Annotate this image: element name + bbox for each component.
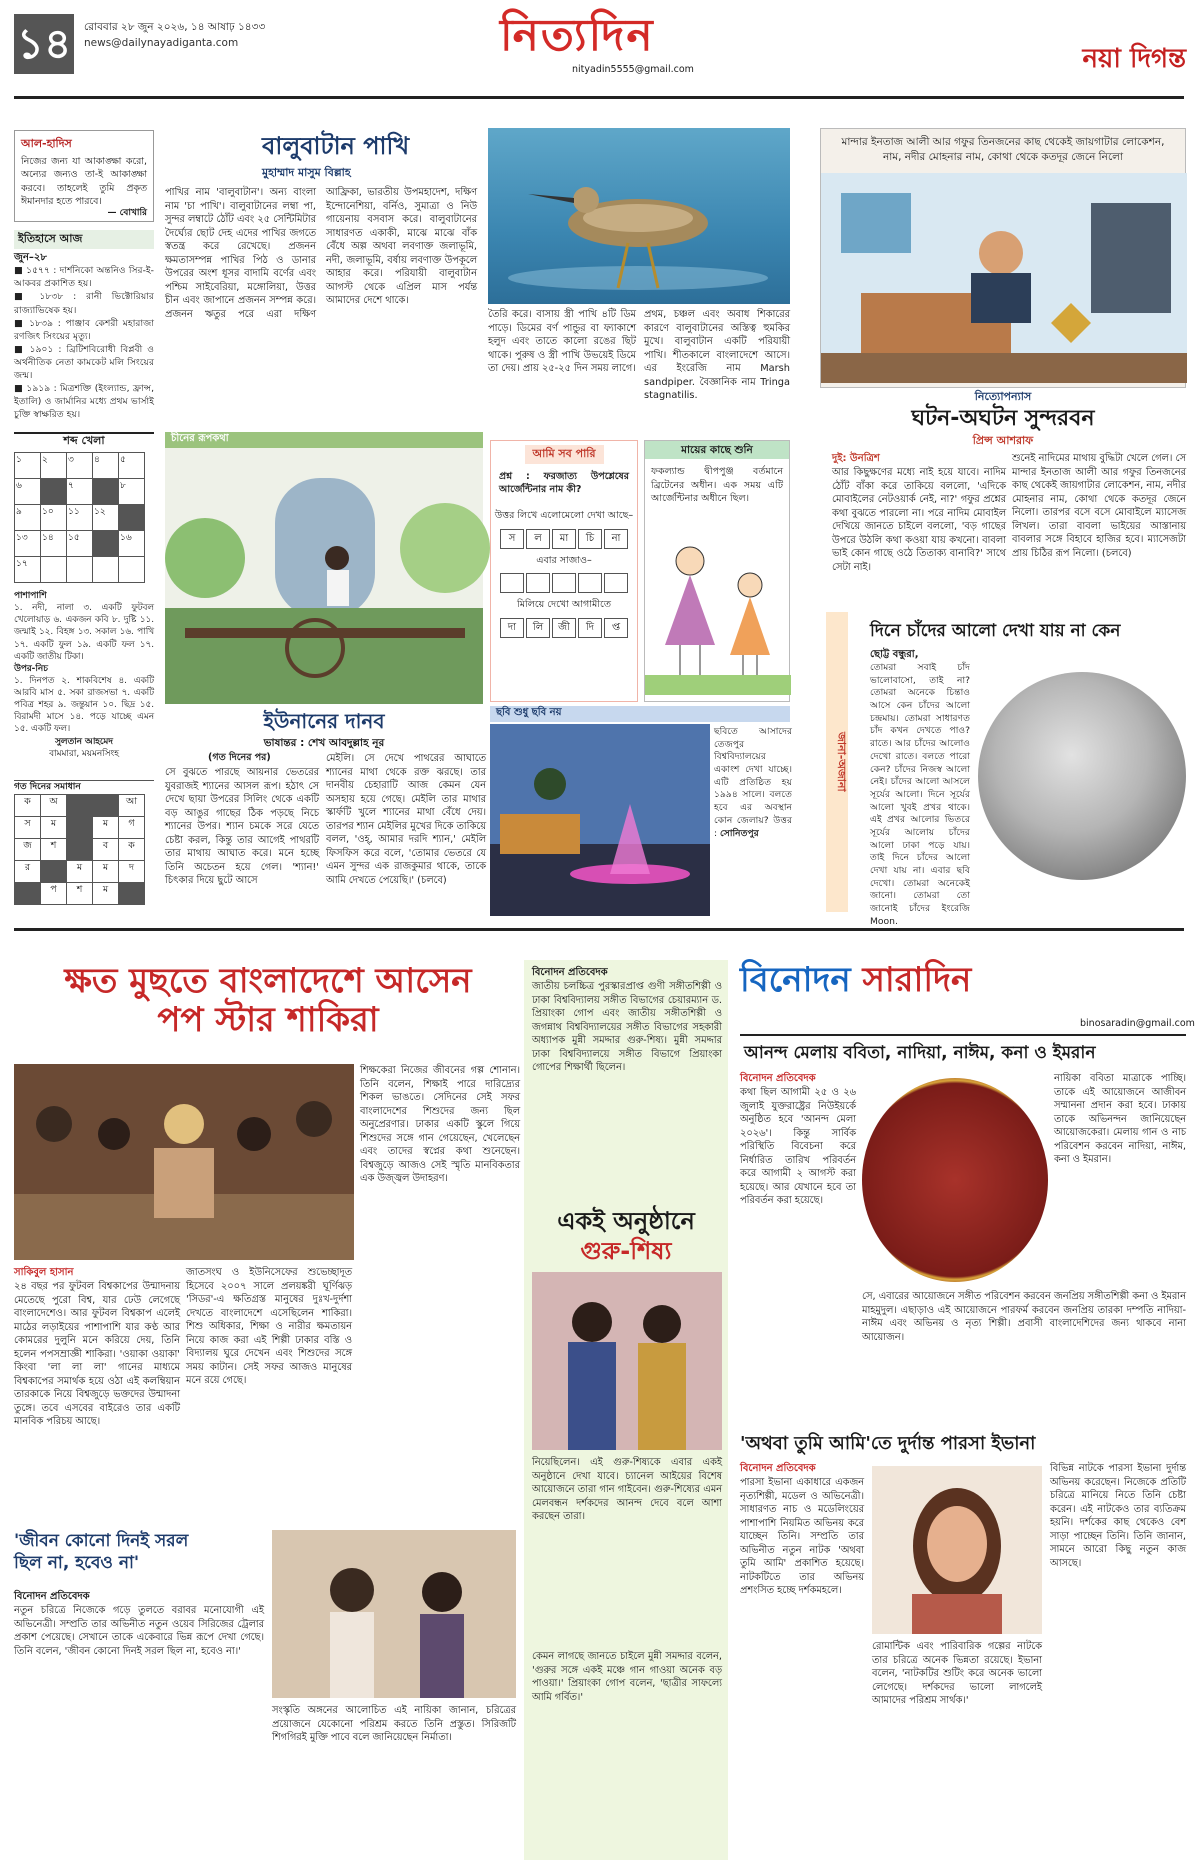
binodon-headline: আনন্দ মেলায় ববিতা, নাদিয়া, নাঈম, কনা ও ইমরান <box>744 1043 1096 1063</box>
hadis-title: আল-হাদিস <box>21 137 72 150</box>
section-title: নিত্যদিন <box>500 10 655 61</box>
quiz-cell: দা <box>500 618 524 638</box>
solution-cell: ক <box>119 839 145 861</box>
puzzle-author: সুলতান আহমেদ <box>55 736 113 747</box>
crossword-cell[interactable]: ১৬ <box>119 531 145 557</box>
jibon-body-2: সংস্কৃতি অঙ্গনের আলোচিত এই নায়িকা জানান, চরিত্রের প্রয়োজনে যেকোনো পরিশ্রম করতে তিনি প্রস্তুত। সিরিজটি শিগগিরই মুক্তি পাবে বলে জানিয়েছেন নির্মাতা। <box>272 1705 516 1744</box>
shakira-body-2: জাতসংঘ ও ইউনিসেফের শুভেচ্ছাদূত হিসেবে ২০০৭ সালে প্রলয়ঙ্করী ঘূর্ণিঝড় 'সিডর'-এ ক্ষতিগ্রস্ত মানুষের দুঃখ-দুর্দশা দেখতে বাংলাদেশে এসেছিলেন শাকিরা। শিশু অধিকার, শিক্ষা ও নারীর ক্ষমতায়ন নিয়ে কাজ করা এই শিল্পী ঢাকার বস্তি ও বিদ্যালয় ঘুরে দেখেন এবং শিশুদের সঙ্গে সময় কাটান। সেই সফর আজও মানুষের মনে রয়ে গেছে। <box>186 1267 352 1387</box>
quiz-cell: মা <box>552 529 576 549</box>
down-title: উপর-নিচ <box>14 663 48 674</box>
bird-body: পাখির নাম 'বালুবাটান'। অন্য বাংলা নাম 'চা পাখি'। বালুবাটানের লম্বা পা, সুন্দর লম্বাটে ঠোঁট এবং ২৫ সেন্টিমিটার দৈর্ঘ্যের ছোট দেহ এদের পাখির জগতে স্বতন্ত্র করে রেখেছে। প্রজনন ক্ষমতাসম্পন্ন পাখির পিঠ ও ডানার উপরের অংশ ধূসর বাদামি বর্ণের এবং পশ্চিম সাইবেরিয়া, মঙ্গোলিয়া, উত্তর চীন এবং জাপানে প্রজনন সম্পন্ন করে। প্রজনন ঋতুর পরে এরা দক্ষিণ আফ্রিকা, ভারতীয় উপমহাদেশ, দক্ষিণ ইন্দোনেশিয়া, বর্নিও, সুমাত্রা ও নিউ গায়েনায় বসবাস করে। বালুবাটানের সাধারণত একাকী, মাঝে মাঝে বাঁক বেঁধে অল্প অথবা লবণাক্ত জলাভূমি, নদী, জলাভূমি, বর্ষায় লবণাক্ত উপকূলে আহার করে। পরিযায়ী বালুবাটান আগস্ট থেকে এপ্রিল মাস পর্যন্ত আমাদের দেশে থাকে। <box>165 187 477 320</box>
ivana-byline: বিনোদন প্রতিবেদক <box>740 1463 816 1474</box>
header-rule <box>14 96 1184 99</box>
fairy-translator: ভাষান্তর : শেখ আবদুল্লাহ নূর <box>263 737 385 749</box>
solution-cell: শ <box>41 839 67 861</box>
guru-byline: বিনোদন প্রতিবেদক <box>532 967 608 978</box>
crossword-cell[interactable]: ৩ <box>67 453 93 479</box>
puzzle-clues <box>14 590 154 780</box>
crossword-cell[interactable]: ১২ <box>93 505 119 531</box>
fairy-illustration <box>165 448 483 704</box>
jibon-title: 'জীবন কোনো দিনই সরল ছিল না, হবেও না' <box>14 1531 189 1574</box>
novel-body: আর কিছুক্ষণের মধ্যে নাই হয়ে যাবে। নাদিম ঠোঁট বাঁকা করে তাকিয়ে বললো, 'এদিকে মোবাইলের নেটওয়ার্ক নেই, না?' গফুর প্রশ্নের কথা বুঝতে পারলো না। পরে নাদিম মোবাইল দেখিয়ে জানতে চাইলে বললো, 'বড় গাছের উপরে উঠলি কথা কওয়া যায় কখনো। বাবলা ভাই কোন গাছে ওঠে তিতাক্য বানাবি?' সাথে সেটা নাই। <box>832 467 1006 573</box>
quiz-cell[interactable] <box>500 573 524 593</box>
garden-image <box>165 448 483 704</box>
binodon-body-3: সে, এবারের আয়োজনে সঙ্গীত পরিবেশন করবেন জনপ্রিয় সঙ্গীতশিল্পী কনা ও ইমরান মাহমুদুল। এছাড়াও এই আয়োজনে পারফর্ম করবেন জনপ্রিয় তারকা দম্পতি নাদিয়া-নাঈম এবং অভিনয় ও নৃত্য শিল্পী। প্রবাসী বাংলাদেশিদের জন্য থাকবে নানা আয়োজন। <box>862 1291 1186 1343</box>
bird-body-2: তৈরি করে। বাসায় স্ত্রী পাখি ৪টি ডিম পাড়ে। ডিমের বর্ণ পান্ডুর বা ফ্যাকাশে হলুদ এবং তাতে কালো রঙের ছিট থাকে। পুরুষ ও স্ত্রী পাখি উভয়েই ডিমে তা দেয়। প্রায় ২৫-২৫ দিন সময় লাগে। <box>488 309 636 375</box>
binodon-byline: বিনোদন প্রতিবেদক <box>740 1073 816 1084</box>
solution-cell <box>67 839 93 861</box>
crossword-cell[interactable]: ১১ <box>67 505 93 531</box>
solution-cell: ক <box>15 795 41 817</box>
header-email[interactable]: news@dailynayadiganta.com <box>84 36 239 49</box>
ivana-title: 'অথবা তুমি আমি'তে দুর্দান্ত পারসা ইভানা <box>740 1433 1036 1454</box>
down-clues: ১. দিনপত ২. শাকবিশেষ ৪. একটি আরবি মাস ৫. সকা রাজসভা ৭. একটি পবিত্র শহর ৯. জন্তুয়ান ১০. ছিদ্র ১৫. বিরামদী মাসে ১৪. পড়ে যাচ্ছে এমন ১৫. একটি ফল। <box>14 675 154 735</box>
shakira-children-image <box>14 1064 354 1260</box>
ivana-body: পারসা ইভানা একাধারে একজন নৃত্যশিল্পী, মডেল ও অভিনেত্রী। সাধারণত নাচ ও মডেলিংয়ের পাশাপাশি নিয়মিত অভিনয় করে যাচ্ছেন তিনি। সম্প্রতি তার অভিনীত নতুন নাটক 'অথবা তুমি আমি' প্রকাশিত হয়েছে। নাটকটিতে তার অভিনয় প্রশংসিত হচ্ছে দর্শকমহলে। <box>740 1477 864 1597</box>
solution-title: গত দিনের সমাধান <box>14 780 154 793</box>
solution-cell: স <box>15 817 41 839</box>
crossword-cell[interactable]: ৬ <box>15 479 41 505</box>
ivana-body-2: রোমান্টিক এবং পারিবারিক গল্পের নাটকে তার চরিত্রে অনেক ভিন্নতা রয়েছে। ইভানা বলেন, 'নাটকটির শুটিং করে অনেক ভালো লেগেছে। দর্শকদের ভালো লাগলেই আমাদের পরিশ্রম সার্থক।' <box>872 1641 1042 1707</box>
solution-cell <box>15 883 41 905</box>
ivana-photo <box>872 1466 1042 1634</box>
photo-answer: সোনিতপুর <box>720 827 759 839</box>
binodon-body: কথা ছিল আগামী ২৫ ও ২৬ জুলাই যুক্তরাষ্ট্রের নিউইয়র্কে অনুষ্ঠিত হবে 'আনন্দ মেলা ২০২৬'। কিন্তু সার্বিক পরিস্থিতি বিবেচনা করে নির্ধারিত তারিখ পরিবর্তন করে আগামী ২ আগস্ট করা হয়েছে। আর যেখানে হবে তা পরিবর্তন করা হয়েছে। <box>740 1087 856 1207</box>
quiz-cell[interactable] <box>578 573 602 593</box>
photo-caption: ছবিতে আসাদের তেজপুর বিশ্ববিদ্যালয়ের একাংশ দেখা যাচ্ছে। এটি প্রতিষ্ঠিত হয় ১৯৯৪ সালে। বলতে হবে এর অবস্থান কোন জেলায়? উত্তর : সোনিতপুর <box>714 726 792 839</box>
itihas-date: জুন–২৮ <box>14 251 47 263</box>
solution-cell: প <box>41 883 67 905</box>
solution-cell <box>119 883 145 905</box>
solution-cell: দ <box>119 861 145 883</box>
solution-cell <box>67 795 93 817</box>
solution-cell: ম <box>93 883 119 905</box>
quiz-cell[interactable] <box>552 573 576 593</box>
solution-cell <box>41 861 67 883</box>
mother-box <box>644 440 790 702</box>
shakira-photo <box>14 1064 354 1260</box>
novel-author: প্রিন্স আশরাফ <box>972 434 1034 447</box>
moon-body: তোমরা সবাই চাঁদ ভালোবাসো, তাই না? তোমরা অনেকে চিন্তাও আসে কেন চাঁদের আলো চন্দ্রমায়। তোমরা সাধারণত চাঁদ কখন দেখতে পাও? রাতে। আর চাঁদের আলোও দেখো রাতে। বলতে পারো কেন? চাঁদের নিজস্ব আলো নেই। চাঁদের আলো আসলে সূর্যের আলো। দিনে সূর্যের আলো খুবই প্রখর থাকে। এই প্রখর আলোর ভিতরে সূর্যের আলোয় চাঁদের আলো ঢাকা পড়ে যায়। তাই দিনে চাঁদের আলো দেখা যায় না। এবার ছবি দেখো। তোমরা অনেকেই জানো। তোমরা তো জানোই চাঁদের ইংরেজি Moon. <box>870 662 970 927</box>
guru-body: জাতীয় চলচ্চিত্র পুরস্কারপ্রাপ্ত গুণী সঙ্গীতশিল্পী ও ঢাকা বিশ্ববিদ্যালয় সঙ্গীত বিভাগের চেয়ারম্যান ড. প্রিয়াংকা গোপ এবং জাতীয় সঙ্গীতশিল্পী ও জগন্নাথ বিশ্ববিদ্যালয়ের সঙ্গীত বিভাগের সহকারী অধ্যাপক মুন্নী সমদ্দার গুরু-শিষ্য। মুন্নী সমদ্দার ঢাকা বিশ্ববিদ্যালয়ে সঙ্গীত বিভাগে প্রিয়াংকা গোপের শিক্ষার্থী ছিলেন। <box>532 981 722 1074</box>
solution-cell: ব <box>93 839 119 861</box>
guru-body-3: কেমন লাগছে জানতে চাইলে মুন্নী সমদ্দার বলেন, 'গুরুর সঙ্গে একই মঞ্চে গান গাওয়া অনেক বড় পাওয়া।' প্রিয়াংকা গোপ বলেন, 'ছাত্রীর সাফল্যে আমি গর্বিত।' <box>532 1651 722 1703</box>
page-number: ১৪ <box>14 14 74 74</box>
fairy-title: ইউনানের দানব <box>263 709 385 733</box>
shakira-body-3: শিক্ষকেরা নিজের জীবনের গল্প শোনান। তিনি বলেন, শিক্ষাই পারে দারিদ্র্যের শিকল ভাঙতে। সেদিনের সেই সফর বাংলাদেশের শিশুদের জন্য ছিল অনুপ্রেরণার। ঢাকার একটি স্কুলে গিয়ে শিশুদের সঙ্গে গান গেয়েছেন, খেলেছেন এবং তাদের স্বপ্নের কথা শুনেছেন। বিশ্বজুড়ে আজও সেই স্মৃতি মানবিকতার এক উজ্জ্বল উদাহরণ। <box>360 1065 520 1185</box>
bird-title: বালুবাটান পাখি <box>262 132 410 160</box>
shakira-byline: সাকিবুল হাসান <box>14 1267 74 1278</box>
quiz-cell: চি <box>578 529 602 549</box>
quiz-cell: জী <box>552 618 576 638</box>
fairy-prev: (গত দিনের পর) <box>208 752 271 763</box>
crossword-cell[interactable] <box>41 557 67 583</box>
quiz-cell: স <box>500 529 524 549</box>
quiz-box <box>490 440 638 702</box>
solution-cell: ম <box>93 817 119 839</box>
ivana-body-3: বিভিন্ন নাটকে পারসা ইভানা দুর্দান্ত অভিনয় করেছেন। নিজেকে প্রতিটি চরিত্রে মানিয়ে নিতে তিনি চেষ্টা করেন। এই নাটকেও তার ব্যতিক্রম হয়নি। দর্শকের কাছ থেকেও বেশ সাড়া পাচ্ছেন তিনি। তিনি জানান, সামনে আরো কিছু নতুন কাজ আসছে। <box>1050 1463 1186 1569</box>
section-masthead <box>500 8 720 78</box>
crossword-cell[interactable]: ১৭ <box>15 557 41 583</box>
bird-author: মুহাম্মাদ মাসুম বিল্লাহ <box>262 166 351 179</box>
solution-cell: আ <box>119 795 145 817</box>
solution-cell: ম <box>67 861 93 883</box>
mother-body: ফকল্যান্ড দ্বীপপুঞ্জ বর্তমানে ব্রিটেনের অধীন। এক সময় এটি আর্জেন্টিনার অধীনে ছিল। <box>651 466 783 505</box>
quiz-cell: না <box>604 529 628 549</box>
crossword-cell[interactable]: ৮ <box>119 479 145 505</box>
solution-cell: র <box>15 861 41 883</box>
crossword-cell[interactable] <box>67 557 93 583</box>
quiz-hint: উত্তর লিখে এলোমেলো দেখা আছে– <box>494 509 634 521</box>
crossword-cell[interactable] <box>93 479 119 505</box>
solution-cell <box>67 817 93 839</box>
actress-scene-image <box>272 1530 516 1698</box>
binodon-masthead: বিনোদন সারাদিন <box>740 960 972 1000</box>
crossword-cell[interactable]: ৭ <box>67 479 93 505</box>
novel-illustration <box>821 173 1187 383</box>
moon-image <box>978 672 1186 880</box>
solution-cell <box>93 795 119 817</box>
shakira-headline: ক্ষত মুছতে বাংলাদেশে আসেন পপ স্টার শাকিরা <box>64 961 472 1041</box>
solution-grid <box>14 794 145 905</box>
hadis-body: নিজের জন্য যা আকাঙ্ক্ষা করো, অন্যের জন্যও তা-ই আকাঙ্ক্ষা করবে। তাহলেই তুমি প্রকৃত ঈমানদার হতে পারবে। <box>21 155 147 207</box>
quiz-question: প্রশ্ন : ফরজাত্য উপশ্লেষের আর্জেন্টিনার নাম কী? <box>499 470 629 496</box>
shakira-body: ২৪ বছর পর ফুটবল বিশ্বকাপের উন্মাদনায় মেতেছে পুরো বিশ্ব, যার ঢেউ লেগেছে বাংলাদেশেও। আর ফুটবল বিশ্বকাপ এলেই মাঠের লড়াইয়ের পাশাপাশি যার কণ্ঠ আর কোমরের দুলুনি মনে করিয়ে দেয়, তিনি হলেন পপসম্রাজ্ঞী শাকিরা। 'ওয়াকা ওয়াকা' কিংবা 'লা লা লা' গানের মাধ্যমে বিশ্বকাপের সমার্থক হয়ে ওঠা এই কলম্বিয়ান তারকাকে নিয়ে বিশ্বজুড়ে ভক্তদের উন্মাদনা তুঙ্গে। তবে এসবের বাইরেও তার একটি মানবিক পরিচয় আছে। <box>14 1281 180 1428</box>
quiz-solution-row <box>491 618 637 638</box>
quiz-answer-row[interactable] <box>491 573 637 593</box>
solution-cell: ম <box>41 817 67 839</box>
itihas-item: ■ ১৮৩৯ : পাঞ্জাব কেশরী মহারাজা রণজিৎ সিংয়ের মৃত্যু। <box>14 317 154 342</box>
binodon-collage <box>862 1078 1048 1282</box>
solution-cell: জ <box>15 839 41 861</box>
brand-logo: নয়া দিগন্ত <box>1082 44 1186 74</box>
sandpiper-image <box>488 128 790 304</box>
fountain-image <box>490 724 710 916</box>
crossword-cell[interactable] <box>119 557 145 583</box>
moon-side-label: জানা-অজানা <box>826 612 848 912</box>
puzzle-title: শব্দ খেলা <box>14 432 154 450</box>
solution-cell: গ <box>119 817 145 839</box>
crossword-cell[interactable]: ১৫ <box>67 531 93 557</box>
itihas-item: ■ ১৯০১ : ব্রিটিশবিরোধী বিপ্লবী ও অর্থনীতিক নেতা কামকেট মলি সিংয়ের জন্ম। <box>14 343 154 381</box>
photo-fountain <box>490 724 710 916</box>
itihas-item: ■ ১৫৭৭ : দার্শনিকো অন্তনিও সির-ই-আকবর প্রকাশিত হয়। <box>14 265 154 290</box>
novel-box <box>820 128 1186 388</box>
crossword-cell[interactable] <box>41 479 67 505</box>
fairy-body-2: মেইলি। সে দেখে পাথরের আঘাতে শ্যানের মাথা থেকে রক্ত ঝরছে। তার দানবীয় চেহারাটি আজ কেমন যেন অসহায় হয়ে গেছে। মেইলি তার মাথার স্কার্ফটি খুলে শ্যানের মাথা বেঁধে দেয়। তারপর শ্যান মেইলির মুখের দিকে তাকিয়ে বলল, 'ওহ্, আমার দরদি শ্যান,' মেইলি ফিসফিস করে বলে, 'তোমার ভেতরে যে এমন সুন্দর এক রাজকুমার থাকে, তাকে আমি দেখতে পেয়েছি।' (চলবে) <box>326 753 487 886</box>
section-rule <box>14 928 1184 931</box>
crossword-cell[interactable]: ৫ <box>119 453 145 479</box>
crossword-cell[interactable]: ১৪ <box>41 531 67 557</box>
itihas-list <box>14 264 154 424</box>
novel-part: দুই: উনত্রিশ <box>832 453 880 464</box>
section-email[interactable]: nityadin5555@gmail.com <box>572 64 694 75</box>
novel-title: ঘটন-অঘটন সুন্দরবন <box>911 406 1095 431</box>
quiz-hint-3: মিলিয়ে দেখো আগামীতে <box>517 599 611 611</box>
quiz-cell: ল <box>526 529 550 549</box>
moon-greeting: ছোট্ট বন্ধুরা, <box>870 649 919 660</box>
itihas-item: ■ ১৯১৯ : মিত্রশক্তি (ইংল্যান্ড, ফ্রান্স, ইতালি) ও জার্মানির মধ্যে প্রথম ভার্সাই চুক্তি স্বাক্ষরিত হয়। <box>14 382 154 421</box>
crossword-cell[interactable]: ২ <box>41 453 67 479</box>
itihas-item: ■ ১৮৩৮ : রানী ভিক্টোরিয়ার রাজ্যাভিষেক হয়। <box>14 291 154 316</box>
crossword-cell[interactable]: ১ <box>15 453 41 479</box>
crossword-cell[interactable]: ৪ <box>93 453 119 479</box>
crossword-cell[interactable]: ১০ <box>41 505 67 531</box>
solution-cell: শ <box>67 883 93 905</box>
mother-label: মায়ের কাছে শুনি <box>645 441 789 459</box>
fairy-body: সে বুঝতে পারছে আয়নার ভেতরের যুবরাজই শ্যানের আসল রূপ। হঠাৎ সে দেখে ছায়া উপরের সিলিং থেকে একটি বড় আঙুর গাছের ঠিক পড়ছে নিচে শ্যানের উপর। শ্যান চমকে সরে যেতে চেষ্টা করল, কিন্তু তার আগেই পাথরটি তার মাথায় আঘাত করে। মনে হচ্ছে তিনি অচেতন হয়ে গেল। 'শ্যান!' চিৎকার দিয়ে ছুটে আসে <box>165 767 319 887</box>
quiz-cell: দি <box>578 618 602 638</box>
crossword-cell[interactable]: ৯ <box>15 505 41 531</box>
bird-photo <box>488 128 790 304</box>
quiz-label: আমি সব পারি <box>525 445 604 464</box>
binodon-body-2: নায়িকা ববিতা মাত্রাকে পাচ্ছি। তাকে এই আয়োজনে আজীবন সম্মাননা প্রদান করা হবে। ঢাকায় তাকে অভিনন্দন জানিয়েছেন আয়োজকেরা। মেলায় গান ও নাচ পরিবেশন করবেন নাদিয়া, নাঈম, কনা ও ইমরান। <box>1054 1073 1186 1166</box>
novel-label: নিত্যোপন্যাস <box>974 390 1032 403</box>
hadis-source: — বোখারি <box>107 207 147 218</box>
novel-caption: মান্দার ইনতাজ আলী আর গফুর তিনজনের কাছ থেকেই জায়গাটার লোকেশন, নাম, নদীর মোহনার নাম, কোথা থেকে কতদূর জেনে নিলো <box>841 136 1165 163</box>
hadis-box <box>14 130 154 222</box>
ivana-portrait <box>872 1466 1042 1634</box>
binodon-email[interactable]: binosaradin@gmail.com <box>1080 1018 1195 1029</box>
jibon-body: নতুন চরিত্রে নিজেকে গড়ে তুলতে বরাবর মনোযোগী এই অভিনেত্রী। সম্প্রতি তার অভিনীত নতুন ওয়েব সিরিজের ট্রেলার প্রকাশ পেয়েছে। সেখানে তাকে একেবারে ভিন্ন রূপে দেখা গেছে। তিনি বলেন, 'জীবন কোনো দিনই সরল ছিল না, হবেও না।' <box>14 1605 264 1657</box>
crossword-cell[interactable] <box>119 505 145 531</box>
binodon-rule <box>740 1034 1186 1036</box>
itihas-box <box>14 230 154 422</box>
moon-title: দিনে চাঁদের আলো দেখা যায় না কেন <box>870 621 1121 641</box>
children-drawing <box>645 515 791 695</box>
jibon-byline: বিনোদন প্রতিবেদক <box>14 1591 90 1602</box>
quiz-cell: লি <box>526 618 550 638</box>
crossword-cell[interactable] <box>93 557 119 583</box>
solution-cell: অ <box>41 795 67 817</box>
guru-body-2: নিয়েছিলেন। এই গুরু-শিষ্যকে এবার একই অনুষ্ঠানে দেখা যাবে। চ্যানেল আইয়ের বিশেষ আয়োজনে তারা গান গাইবেন। গুরু-শিষ্যের এমন মেলবন্ধন দর্শকদের আনন্দ দেবে বলে আশা করছেন তারা। <box>532 1457 722 1523</box>
itihas-title: ইতিহাসে আজ <box>14 230 154 249</box>
guru-photo <box>532 1272 722 1450</box>
guru-title: একই অনুষ্ঠানে গুরু-শিষ্য <box>557 1207 695 1265</box>
quiz-cell[interactable] <box>604 573 628 593</box>
crossword-grid[interactable] <box>14 452 145 583</box>
across-title: পাশাপাশি <box>14 591 47 601</box>
crossword-cell[interactable] <box>93 531 119 557</box>
crossword-cell[interactable]: ১৩ <box>15 531 41 557</box>
quiz-hint-2: এবার সাজাও– <box>536 554 592 566</box>
bird-body-3: প্রথম, চঞ্চল এবং অবাধ শিকারের কারণে বালুবাটানের অস্তিত্ব হুমকির মুখে। বালুবাটান একটি পরিযায়ী পাখি। শীতকালে বাংলাদেশে আসে। এর ইংরেজি নাম Marsh sandpiper. বৈজ্ঞানিক নাম Tringa stagnatilis. <box>644 309 790 402</box>
fairy-label: চীনের রূপকথা <box>165 432 483 448</box>
quiz-cell[interactable] <box>526 573 550 593</box>
photo-label: ছবি শুধু ছবি নয় <box>490 706 790 722</box>
puzzle-place: বামমারা, ময়মনসিংহ <box>49 748 119 759</box>
jibon-photo <box>272 1530 516 1698</box>
guru-shishya-image <box>532 1272 722 1450</box>
novel-body-2: শুনেই নাদিমের মাথায় বুদ্ধিটা খেলে গেল। সে মান্দার ইনতাজ আলী আর গফুর তিনজনের কাছ থেকেই জায়গাটার লোকেশন, নাম, নদীর মোহনার নাম, কোথা থেকে কতদূর জেনে নিলো। তারপর বসে বসে মোবাইলে ম্যাসেজ লিখল। তারা বাবলা ভাইয়ের আস্তানায় বাবলার সঙ্গে বিহাবে হাজির হবে। ম্যাসেজটা প্রায় চিঠির রূপ নিলো। (চলবে) <box>1012 453 1186 559</box>
quiz-letters <box>491 529 637 549</box>
quiz-cell: প্ত <box>604 618 628 638</box>
date-line: রোববার ২৮ জুন ২০২৬, ১৪ আষাঢ় ১৪৩৩ news@dailynayadiganta.com <box>84 20 265 52</box>
solution-cell: ম <box>93 861 119 883</box>
across-clues: ১. নদী, নালা ৩. একটি ফুটবল খেলোয়াড় ৬. একজন কবি ৮. দুষ্টি ১১. জন্মাই ১২. বিহঙ্গ ১৩. সকাল ১৬. পাখি ১৭. একটি ফুল ১৯. একটি ফল ১৭. একটি জাতীয় টিকা। <box>14 603 154 662</box>
